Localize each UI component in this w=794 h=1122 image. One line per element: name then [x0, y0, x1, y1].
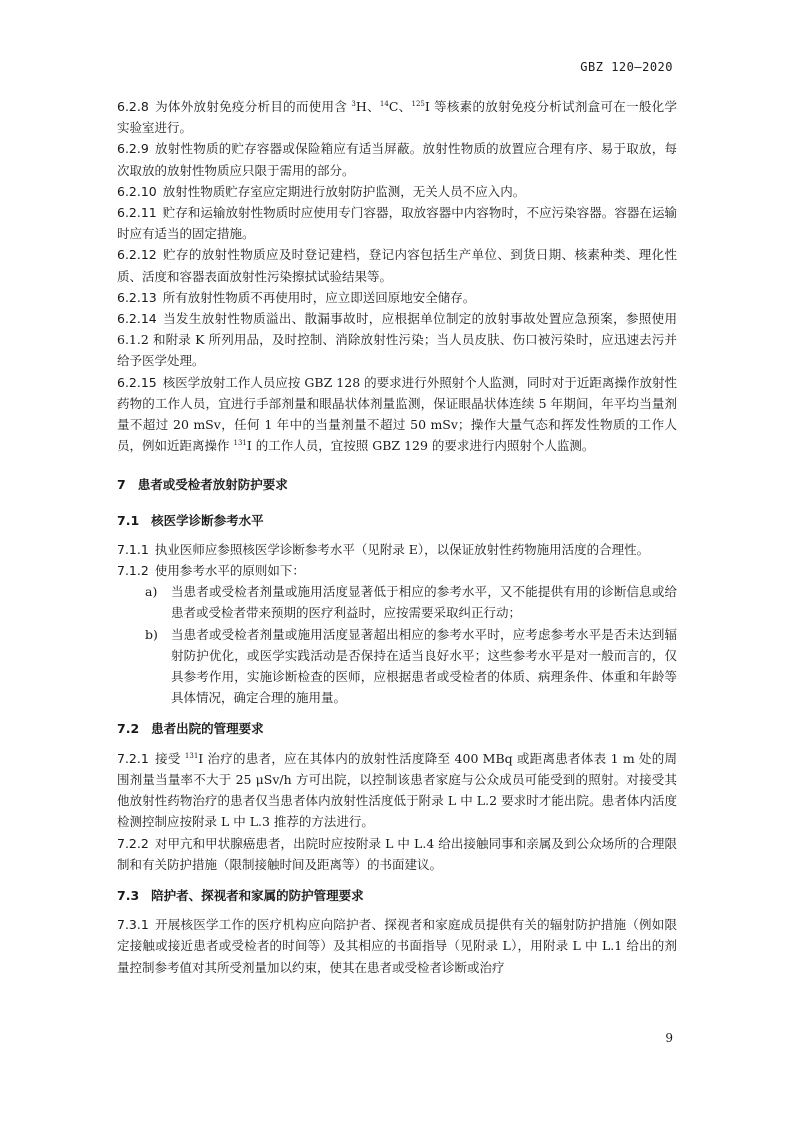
- heading-number: 7: [117, 477, 126, 493]
- isotope-mass-number: 125: [411, 99, 425, 108]
- section-heading: [117, 718, 677, 739]
- clause-paragraph: 6.2.13 所有放射性物质不再使用时，应立即送回原地安全储存。: [117, 289, 476, 305]
- clause-paragraph: 7.1.2 使用参考水平的原则如下：: [117, 563, 305, 579]
- heading-number: 7.1: [117, 512, 140, 528]
- clause-paragraph: 6.2.15 核医学放射工作人员应按 GBZ 128 的要求进行外照射个人监测，同时对于近距离操作放射性药物的工作人员，宜进行手部剂量和眼晶状体剂量监测，保证眼晶状体连续 5 年期间，年平均当量剂量不超过 20 mSv，任何 1 年中的当量剂量不超过 50 mSv；操作大量气态和挥发性物质的工作人员，例如近距离操作 $^{131}$I 的工作人员，宜按照 GBZ 129 的要求进行内照射个人监测。: [117, 374, 677, 454]
- clause-number: 6.2.8: [117, 99, 149, 114]
- clause-paragraph: 7.2.2 对甲亢和甲状腺癌患者，出院时应按附录 L 中 L.4 给出接触同事和亲属及到公众场所的合理限制和有关防护措施（限制接触时间及距离等）的书面建议。: [117, 835, 677, 872]
- clause-number: 6.2.14: [117, 311, 157, 327]
- heading-text: 患者或受检者放射防护要求: [137, 477, 288, 493]
- clause-number: 6.2.9: [117, 141, 149, 157]
- list-item-text: 当患者或受检者剂量或施用活度显著超出相应的参考水平时，应考虑参考水平是否未达到辐射防护优化，或医学实践活动是否保持在适当良好水平；这些参考水平是对一般而言的，仅具参考作用，实施诊断检查的医师，应根据患者或受检者的体质、病理条件、体重和年龄等具体情况，确定合理的施用量。: [171, 626, 677, 706]
- clause-paragraph: 6.2.11 贮存和运输放射性物质时应使用专门容器，取放容器中内容物时，不应污染容器。容器在运输时应有适当的固定措施。: [117, 205, 677, 242]
- heading-text: 核医学诊断参考水平: [151, 512, 264, 528]
- clause-number: 6.2.13: [117, 289, 157, 305]
- clause-number: 7.1.1: [117, 541, 149, 557]
- list-marker: b): [145, 626, 158, 642]
- clause-paragraph: 6.2.8 为体外放射免疫分析目的而使用含 $^3$H、$^{14}$C、$^{125}$I 等核素的放射免疫分析试剂盒可在一般化学实验室进行。: [117, 99, 677, 136]
- section-heading: [117, 510, 677, 531]
- isotope-mass-number: 14: [379, 99, 389, 108]
- clause-number: 6.2.10: [117, 183, 157, 199]
- clause-paragraph: 7.2.1 接受 $^{131}$I 治疗的患者，应在其体内的放射性活度降至 400 MBq 或距离患者体表 1 m 处的周围剂量当量率不大于 25 μSv/h 方可出院，以控制该患者家庭与公众成员可能受到的照射。对接受其他放射性药物治疗的患者仅当患者体内放射性活度低于附录 L 中 L.2 要求时才能出院。患者体内活度检测控制应按附录 L 中 L.3 推荐的方法进行。: [117, 750, 677, 830]
- clause-number: 7.1.2: [117, 563, 149, 579]
- isotope-mass-number: 131: [233, 439, 247, 448]
- clause-paragraph: 6.2.14 当发生放射性物质溢出、散漏事故时，应根据单位制定的放射事故处置应急预案，参照使用 6.1.2 和附录 K 所列用品，及时控制、消除放射性污染；当人员皮肤、伤口被污染时，应迅速去污并给予医学处理。: [117, 311, 677, 369]
- clause-paragraph: 7.1.1 执业医师应参照核医学诊断参考水平（见附录 E），以保证放射性药物施用活度的合理性。: [117, 541, 650, 557]
- list-item-text: 当患者或受检者剂量或施用活度显著低于相应的参考水平，又不能提供有用的诊断信息或给患者或受检者带来预期的医疗利益时，应按需要采取纠正行动；: [171, 584, 677, 621]
- clause-paragraph: 6.2.12 贮存的放射性物质应及时登记建档，登记内容包括生产单位、到货日期、核素种类、理化性质、活度和容器表面放射性污染擦拭试验结果等。: [117, 247, 677, 284]
- standard-code: GBZ 120—2020: [580, 60, 673, 74]
- list-item: [145, 624, 677, 709]
- clause-paragraph: 6.2.10 放射性物质贮存室应定期进行放射防护监测，无关人员不应入内。: [117, 183, 526, 199]
- clause-number: 6.2.11: [117, 205, 157, 221]
- heading-number: 7.3: [117, 887, 140, 903]
- heading-text: 陪护者、探视者和家属的防护管理要求: [151, 887, 364, 903]
- document-body: [117, 96, 677, 978]
- clause-paragraph: 6.2.9 放射性物质的贮存容器或保险箱应有适当屏蔽。放射性物质的放置应合理有序、易于取放，每次取放的放射性物质应只限于需用的部分。: [117, 141, 677, 178]
- clause-paragraph: 7.3.1 开展核医学工作的医疗机构应向陪护者、探视者和家庭成员提供有关的辐射防护措施（例如限定接触或接近患者或受检者的时间等）及其相应的书面指导（见附录 L），用附录 L 中 L.1 给出的剂量控制参考值对其所受剂量加以约束，使其在患者或受检者诊断或治疗: [117, 917, 677, 975]
- list-marker: a): [145, 584, 158, 600]
- heading-number: 7.2: [117, 721, 140, 737]
- clause-number: 7.2.1: [117, 750, 149, 766]
- clause-number: 6.2.15: [117, 374, 157, 390]
- clause-number: 7.3.1: [117, 917, 149, 933]
- chapter-heading: [117, 474, 677, 495]
- clause-number: 6.2.12: [117, 247, 157, 263]
- section-heading: [117, 885, 677, 906]
- isotope-mass-number: 3: [351, 99, 356, 108]
- isotope-mass-number: 131: [184, 751, 199, 760]
- clause-number: 7.2.2: [117, 835, 149, 851]
- page-number: 9: [665, 1031, 673, 1045]
- heading-text: 患者出院的管理要求: [151, 721, 264, 737]
- list-item: [145, 581, 677, 623]
